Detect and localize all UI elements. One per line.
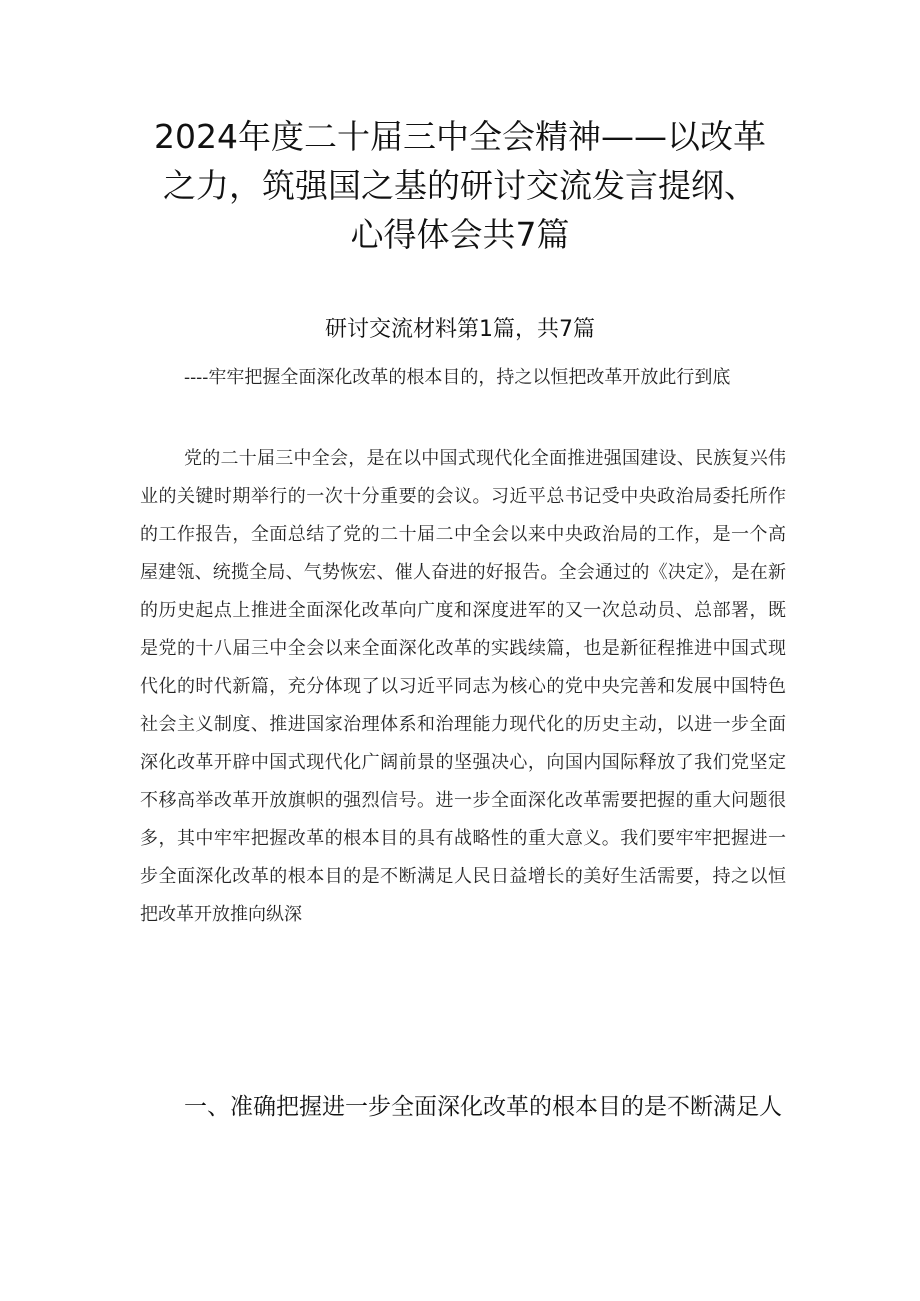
document-title-line-1: 2024年度二十届三中全会精神——以改革 <box>154 117 766 156</box>
document-title-line-3: 心得体会共7篇 <box>350 215 570 254</box>
body-paragraph: 党的二十届三中全会，是在以中国式现代化全面推进强国建设、民族复兴伟业的关键时期举行的一次十分重要的会议。习近平总书记受中央政治局委托所作的工作报告，全面总结了党的二十届二中全会以来中央政治局的工作，是一个高屋建瓴、统揽全局、气势恢宏、催人奋进的好报告。全会通过的《决定》，是在新的历史起点上推进全面深化改革向广度和深度进军的又一次总动员、总部署，既是党的十八届三中全会以来全面深化改革的实践续篇，也是新征程推进中国式现代化的时代新篇，充分体现了以习近平同志为核心的党中央完善和发展中国特色社会主义制度、推进国家治理体系和治理能力现代化的历史主动，以进一步全面深化改革开辟中国式现代化广阔前景的坚强决心，向国内国际释放了我们党坚定不移高举改革开放旗帜的强烈信号。进一步全面深化改革需要把握的重大问题很多，其中牢牢把握改革的根本目的具有战略性的重大意义。我们要牢牢把握进一步全面深化改革的根本目的是不断满足人民日益增长的美好生活需要，持之以恒把改革开放推向纵深 <box>140 448 786 925</box>
document-title-line-2: 之力，筑强国之基的研讨交流发言提纲、 <box>163 166 757 205</box>
heading-one: 一、准确把握进一步全面深化改革的根本目的是不断满足人 <box>184 1094 782 1120</box>
section-title: 研讨交流材料第1篇，共7篇 <box>325 317 595 342</box>
document-title <box>120 112 800 259</box>
subtitle-line: ----牢牢把握全面深化改革的根本目的，持之以恒把改革开放此行到底 <box>184 367 731 388</box>
